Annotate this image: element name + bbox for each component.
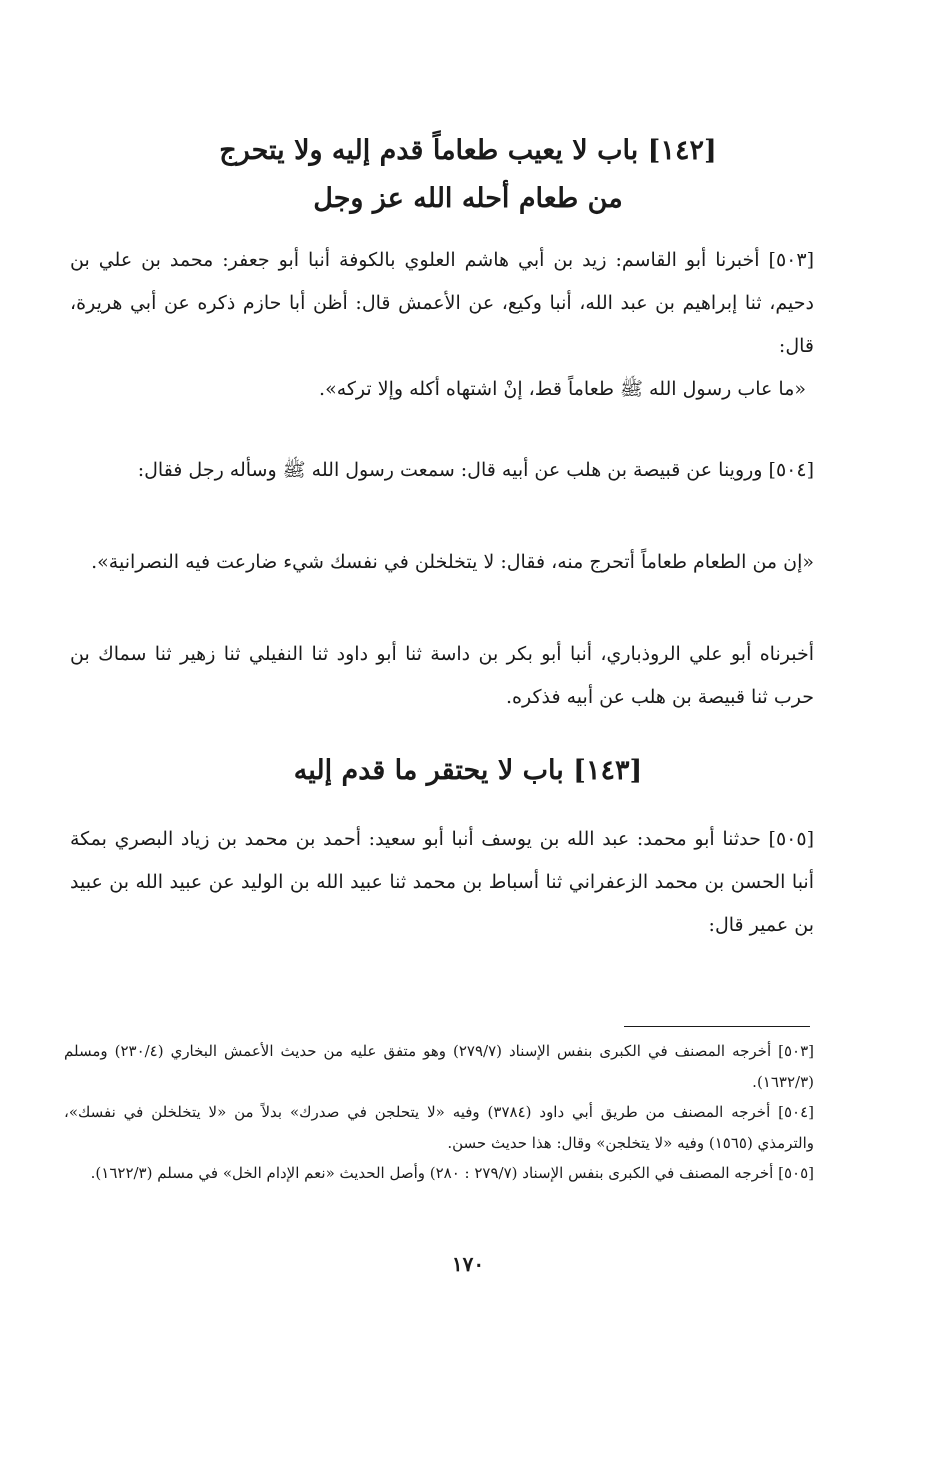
- hadith-505-isnad: [٥٠٥] حدثنا أبو محمد: عبد الله بن يوسف أنبا أبو سعيد: أحمد بن محمد بن زياد البصري بمكة أنبا الحسن بن محمد الزعفراني ثنا أسباط بن محمد ثنا عبيد الله بن الوليد عن عبيد الله بن عبيد بن عمير قال:: [70, 828, 814, 936]
- chapter-142-title-line1: [١٤٢] باب لا يعيب طعاماً قدم إليه ولا يتحرج: [219, 135, 717, 166]
- footnote-504: [٥٠٤] أخرجه المصنف من طريق أبي داود (٣٧٨٤) وفيه «لا يتحلجن في صدرك» بدلاً من «لا يتخلخلن في نفسك»، والترمذي (١٥٦٥) وفيه «لا يتخلجن» وقال: هذا حديث حسن.: [64, 1103, 814, 1152]
- footnote-503: [٥٠٣] أخرجه المصنف في الكبرى بنفس الإسناد (٢٧٩/٧) وهو متفق عليه من حديث الأعمش البخاري (٢٣٠/٤) ومسلم (١٦٣٢/٣).: [64, 1042, 814, 1091]
- hadith-504-chain: أخبرناه أبو علي الروذباري، أنبا أبو بكر بن داسة ثنا أبو داود ثنا النفيلي ثنا زهير ثنا سماك بن حرب ثنا قبيصة بن هلب عن أبيه فذكره.: [70, 643, 814, 708]
- hadith-504-isnad: [٥٠٤] وروينا عن قبيصة بن هلب عن أبيه قال: سمعت رسول الله ﷺ وسأله رجل فقال:: [137, 459, 814, 481]
- hadith-503-isnad: [٥٠٣] أخبرنا أبو القاسم: زيد بن أبي هاشم العلوي بالكوفة أنبا أبو جعفر: محمد بن علي بن دحيم، ثنا إبراهيم بن عبد الله، أنبا وكيع، عن الأعمش قال: أظن أبا حازم ذكره عن أبي هريرة، قال:: [70, 249, 814, 357]
- chapter-142-title-line2: من طعام أحله الله عز وجل: [313, 183, 623, 214]
- footnote-505: [٥٠٥] أخرجه المصنف في الكبرى بنفس الإسناد (٢٧٩/٧ : ٢٨٠) وأصل الحديث «نعم الإدام الخل» في مسلم (١٦٢٢/٣).: [90, 1164, 814, 1182]
- hadith-504-matn: «إن من الطعام طعاماً أتحرج منه، فقال: لا يتخلخلن في نفسك شيء ضارعت فيه النصرانية».: [91, 551, 814, 573]
- footnote-separator: [624, 1026, 810, 1027]
- page-number: ١٧٠: [451, 1252, 485, 1276]
- chapter-143-title: [١٤٣] باب لا يحتقر ما قدم إليه: [293, 755, 643, 786]
- hadith-503-matn: «ما عاب رسول الله ﷺ طعاماً قط، إنْ اشتهاه أكله وإلا تركه».: [319, 378, 806, 400]
